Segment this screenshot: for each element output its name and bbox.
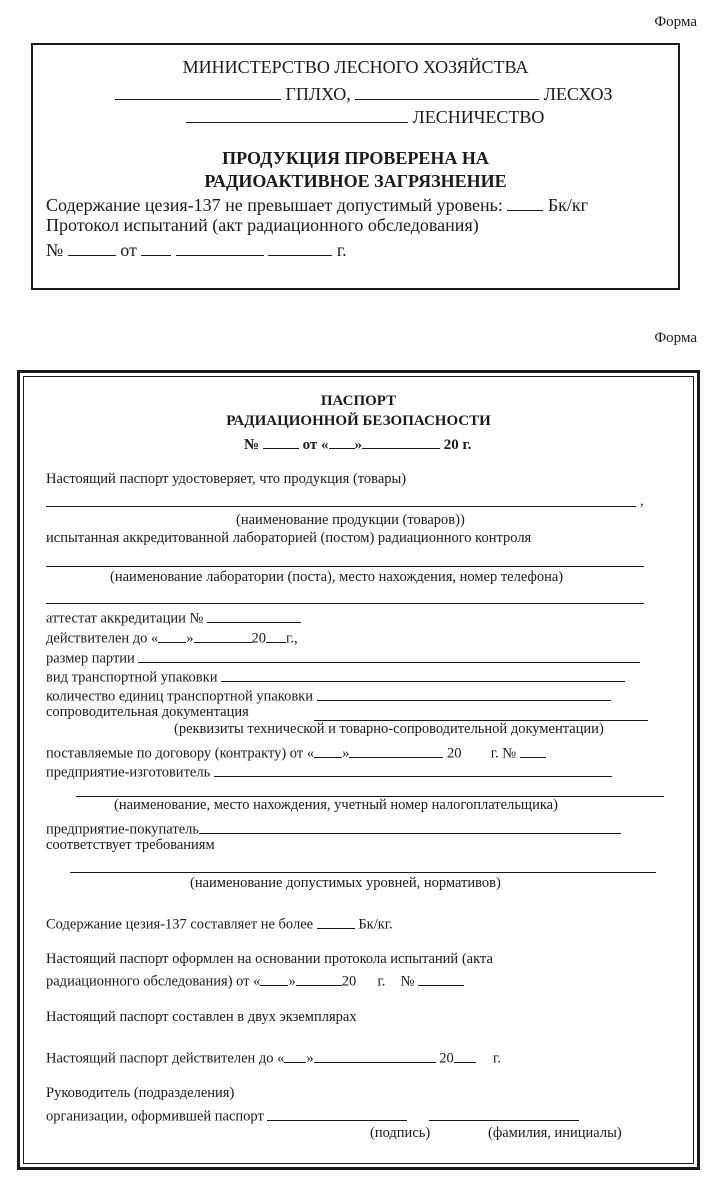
cesium-content-line: Содержание цезия-137 составляет не более Бк/кг. xyxy=(46,913,393,934)
issued-basis-line-1: Настоящий паспорт оформлен на основании протокола испытаний (акта xyxy=(46,951,493,967)
complies-line: соответствует требованиям xyxy=(46,837,215,853)
package-count-line: количество единиц транспортной упаковки xyxy=(46,685,611,706)
norms-rule xyxy=(70,872,656,873)
passport-title-2: РАДИАЦИОННОЙ БЕЗОПАСНОСТИ xyxy=(226,413,491,429)
ministry-title: МИНИСТЕРСТВО ЛЕСНОГО ХОЗЯЙСТВА xyxy=(182,57,529,77)
stamp-cesium-line: Содержание цезия-137 не превышает допустимый уровень: Бк/кг xyxy=(46,192,588,216)
lab-rule xyxy=(46,566,644,567)
lesnichestvo-line: ЛЕСНИЧЕСТВО xyxy=(186,104,544,128)
valid-through-line: Настоящий паспорт действителен до « » 20 г. xyxy=(46,1047,501,1068)
signature-caption: (подпись) xyxy=(370,1125,431,1141)
product-caption: (наименование продукции (товаров)) xyxy=(236,512,465,528)
certifies-line: Настоящий паспорт удостоверяет, что продукция (товары) xyxy=(46,471,407,487)
gplho-line: ГПЛХО, ЛЕСХОЗ xyxy=(115,81,613,105)
tested-by-line: испытанная аккредитованной лабораторией (постом) радиационного контроля xyxy=(46,530,532,546)
head-line-1: Руководитель (подразделения) xyxy=(46,1085,235,1101)
docs-caption: (реквизиты технической и товарно-сопроводительной документации) xyxy=(174,721,604,737)
buyer-line: предприятие-покупатель xyxy=(46,818,621,839)
manufacturer-caption: (наименование, место нахождения, учетный номер налогоплательщика) xyxy=(114,797,558,813)
passport-number-line: № от « » 20 г. xyxy=(244,433,471,454)
accompanying-docs-line: сопроводительная документация xyxy=(46,704,249,720)
form-label-top: Форма xyxy=(654,14,697,30)
batch-size-line: размер партии xyxy=(46,647,640,668)
passport-title-1: ПАСПОРТ xyxy=(320,393,397,409)
package-type-line: вид транспортной упаковки xyxy=(46,666,625,687)
issued-basis-line-2: радиационного обследования) от « » 20 г. № xyxy=(46,970,464,991)
norms-caption: (наименование допустимых уровней, нормативов) xyxy=(190,875,501,891)
product-comma: , xyxy=(640,493,644,509)
product-rule xyxy=(46,506,636,507)
stamp-heading-1: ПРОДУКЦИЯ ПРОВЕРЕНА НА xyxy=(222,148,489,168)
name-caption: (фамилия, инициалы) xyxy=(488,1125,622,1141)
head-line-2: организации, оформившей паспорт xyxy=(46,1105,579,1126)
supplied-under-line: поставляемые по договору (контракту) от « » 20 г. № xyxy=(46,742,546,763)
form-label-bottom: Форма xyxy=(654,330,697,346)
valid-until-line: действителен до « » 20 г., xyxy=(46,627,298,648)
stamp-heading-2: РАДИОАКТИВНОЕ ЗАГРЯЗНЕНИЕ xyxy=(204,171,507,191)
two-copies-line: Настоящий паспорт составлен в двух экземплярах xyxy=(46,1009,357,1025)
lab-rule-2 xyxy=(46,603,644,604)
accreditation-line: аттестат аккредитации № xyxy=(46,607,301,628)
manufacturer-line: предприятие-изготовитель xyxy=(46,761,612,782)
stamp-protocol-line: Протокол испытаний (акт радиационного обследования) xyxy=(46,215,479,235)
lab-caption: (наименование лаборатории (поста), место нахождения, номер телефона) xyxy=(110,569,564,585)
stamp-number-line: № от г. xyxy=(46,237,347,261)
